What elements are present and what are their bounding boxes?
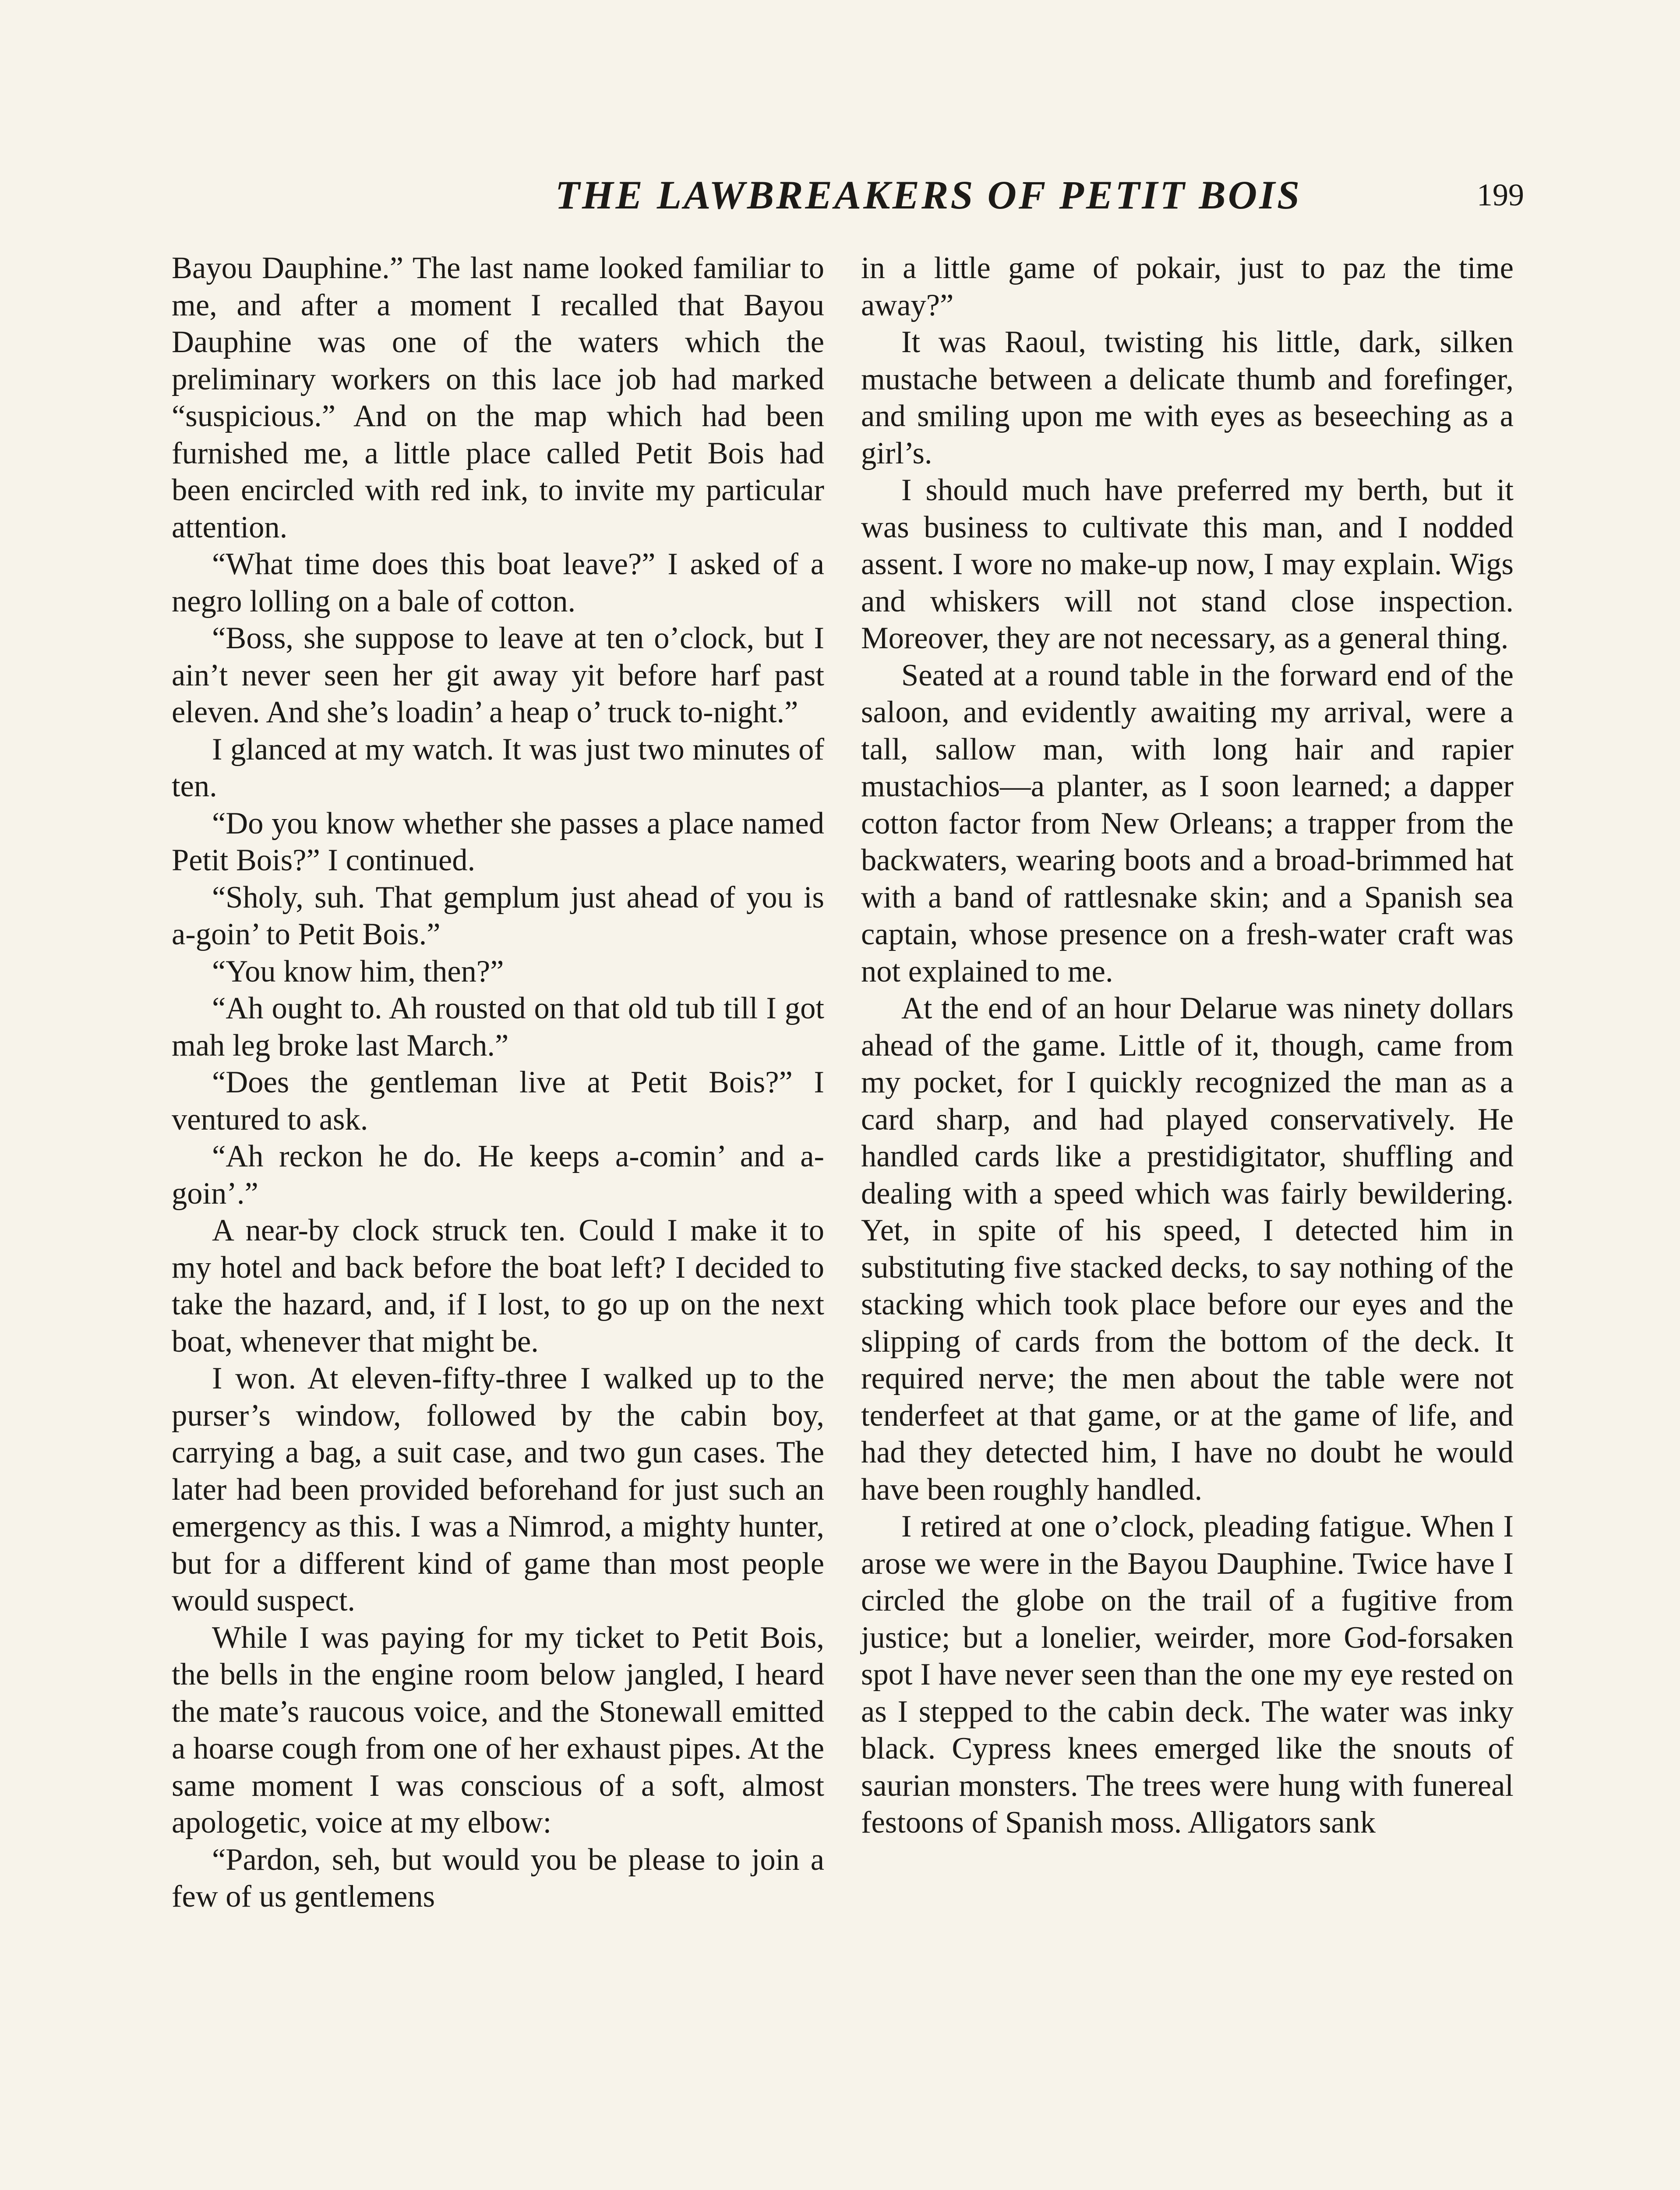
running-head (166, 166, 1524, 223)
paragraph: I should much have preferred my berth, but it was business to cultivate this man, and I nodded assent. I wore no make-up now, I may explain. Wigs and whiskers will not stand close inspection. Moreover, they are not necessary, as a general thing. (861, 473, 1514, 655)
running-title: THE LAWBREAKERS OF PETIT BOIS (555, 173, 1302, 217)
paragraph: “Ah ought to. Ah rousted on that old tub till I got mah leg broke last March.” (172, 991, 824, 1063)
paragraph: At the end of an hour Delarue was ninety dollars ahead of the game. Little of it, though, came from my pocket, for I quickly recognized the man as a card sharp, and had played conservatively. He handled cards like a prestidigitator, shuffling and dealing with a speed which was fairly bewildering. Yet, in spite of his speed, I detected him in substituting five stacked decks, to say nothing of the stacking which took place before our eyes and the slipping of cards from the bottom of the deck. It required nerve; the men about the table were not tenderfeet at that game, or at the game of life, and had they detected him, I have no doubt he would have been roughly handled. (861, 991, 1514, 1507)
right-text-column (861, 250, 1514, 1841)
paragraph: Seated at a round table in the forward end of the saloon, and evidently awaiting my arrival, were a tall, sallow man, with long hair and rapier mustachios—a planter, as I soon learned; a dapper cotton factor from New Orleans; a trapper from the backwaters, wearing boots and a broad-brimmed hat with a band of rattlesnake skin; and a Spanish sea captain, whose presence on a fresh-water craft was not explained to me. (861, 658, 1514, 989)
paragraph: in a little game of pokair, just to paz the time away?” (861, 251, 1514, 322)
left-text-column (172, 250, 824, 1915)
paragraph: I retired at one o’clock, pleading fatigue. When I arose we were in the Bayou Dauphine. Twice have I circled the globe on the trail of a fugitive from justice; but a lonelier, weirder, more God-forsaken spot I have never seen than the one my eye rested on as I stepped to the cabin deck. The water was inky black. Cypress knees emerged like the snouts of saurian monsters. The trees were hung with funereal festoons of Spanish moss. Alligators sank (861, 1509, 1514, 1840)
paragraph: “Sholy, suh. That gemplum just ahead of you is a-goin’ to Petit Bois.” (172, 880, 824, 951)
paragraph: Bayou Dauphine.” The last name looked familiar to me, and after a moment I recalled that Bayou Dauphine was one of the waters which the preliminary workers on this lace job had marked “suspicious.” And on the map which had been furnished me, a little place called Petit Bois had been encircled with red ink, to invite my particular attention. (172, 251, 824, 544)
paragraph: “Boss, she suppose to leave at ten o’clock, but I ain’t never seen her git away yit before harf past eleven. And she’s loadin’ a heap o’ truck to-night.” (172, 621, 824, 729)
paragraph: “You know him, then?” (212, 954, 504, 989)
paragraph: “Do you know whether she passes a place named Petit Bois?” I continued. (172, 806, 824, 877)
paragraph: “Ah reckon he do. He keeps a-comin’ and a-goin’.” (172, 1139, 824, 1211)
paragraph: While I was paying for my ticket to Petit Bois, the bells in the engine room below jangled, I heard the mate’s raucous voice, and the Stonewall emitted a hoarse cough from one of her exhaust pipes. At the same moment I was conscious of a soft, almost apologetic, voice at my elbow: (172, 1620, 824, 1840)
paragraph: A near-by clock struck ten. Could I make it to my hotel and back before the boat left? I decided to take the hazard, and, if I lost, to go up on the next boat, whenever that might be. (172, 1213, 824, 1359)
paragraph: I glanced at my watch. It was just two minutes of ten. (172, 732, 824, 803)
paragraph: I won. At eleven-fifty-three I walked up to the purser’s window, followed by the cabin boy, carrying a bag, a suit case, and two gun cases. The later had been provided beforehand for just such an emergency as this. I was a Nimrod, a mighty hunter, but for a different kind of game than most people would suspect. (172, 1361, 824, 1618)
paragraph: “What time does this boat leave?” I asked of a negro lolling on a bale of cotton. (172, 547, 824, 618)
paragraph: “Does the gentleman live at Petit Bois?” I ventured to ask. (172, 1065, 824, 1137)
paragraph: “Pardon, seh, but would you be please to join a few of us gentlemens (172, 1842, 824, 1914)
page-number: 199 (1477, 177, 1524, 212)
paragraph: It was Raoul, twisting his little, dark, silken mustache between a delicate thumb and forefinger, and smiling upon me with eyes as beseeching as a girl’s. (861, 325, 1514, 470)
